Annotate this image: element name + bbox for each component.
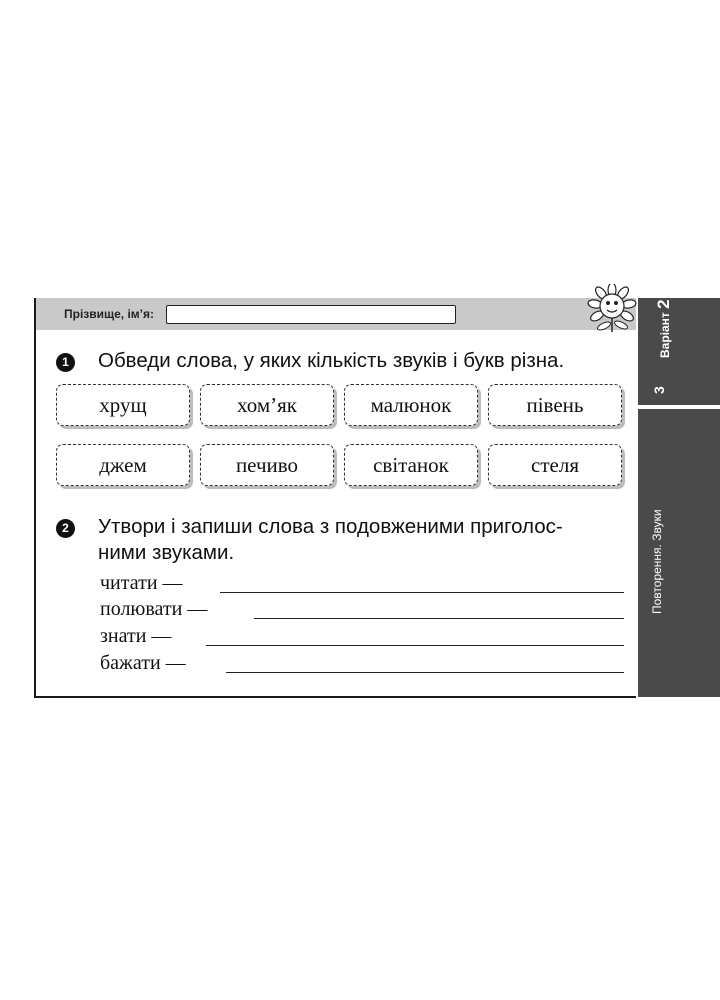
answer-word: знати — [100,625,172,647]
answer-word: читати — [100,572,183,594]
answer-line[interactable] [226,672,624,673]
answer-row [100,652,624,676]
answer-row [100,572,624,596]
word-card[interactable]: стеля [488,444,622,486]
answer-line[interactable] [220,592,624,593]
answer-line[interactable] [206,645,624,646]
word-card[interactable]: джем [56,444,190,486]
name-bar [36,298,636,330]
name-input[interactable] [166,305,456,324]
answer-word: полювати — [100,598,208,620]
task-1-instruction: Обведи слова, у яких кількість звуків і букв різна. [98,349,565,372]
word-card[interactable]: півень [488,384,622,426]
task-2-instruction-line2: ними звуками. [98,541,235,564]
variant-label: Варіант 2 [654,299,673,358]
answer-line[interactable] [254,618,624,619]
answer-row [100,625,624,649]
page-number: 3 [651,386,667,394]
task-2-instruction-line1: Утвори і запиши слова з подовженими приголос- [98,515,563,538]
section-title: Повторення. Звуки [650,509,664,614]
word-card[interactable]: хрущ [56,384,190,426]
worksheet [34,298,636,698]
word-card[interactable]: печиво [200,444,334,486]
variant-number: 2 [654,299,673,309]
word-card[interactable]: хом’як [200,384,334,426]
task-1-number: 1 [56,353,75,372]
variant-panel [638,298,720,405]
task-2-number: 2 [56,519,75,538]
word-card[interactable]: світанок [344,444,478,486]
section-panel [638,409,720,697]
name-label: Прізвище, ім’я: [64,307,155,321]
word-card[interactable]: малюнок [344,384,478,426]
answer-word: бажати — [100,652,186,674]
answer-row [100,598,624,622]
sunflower-mascot-icon [584,284,640,334]
